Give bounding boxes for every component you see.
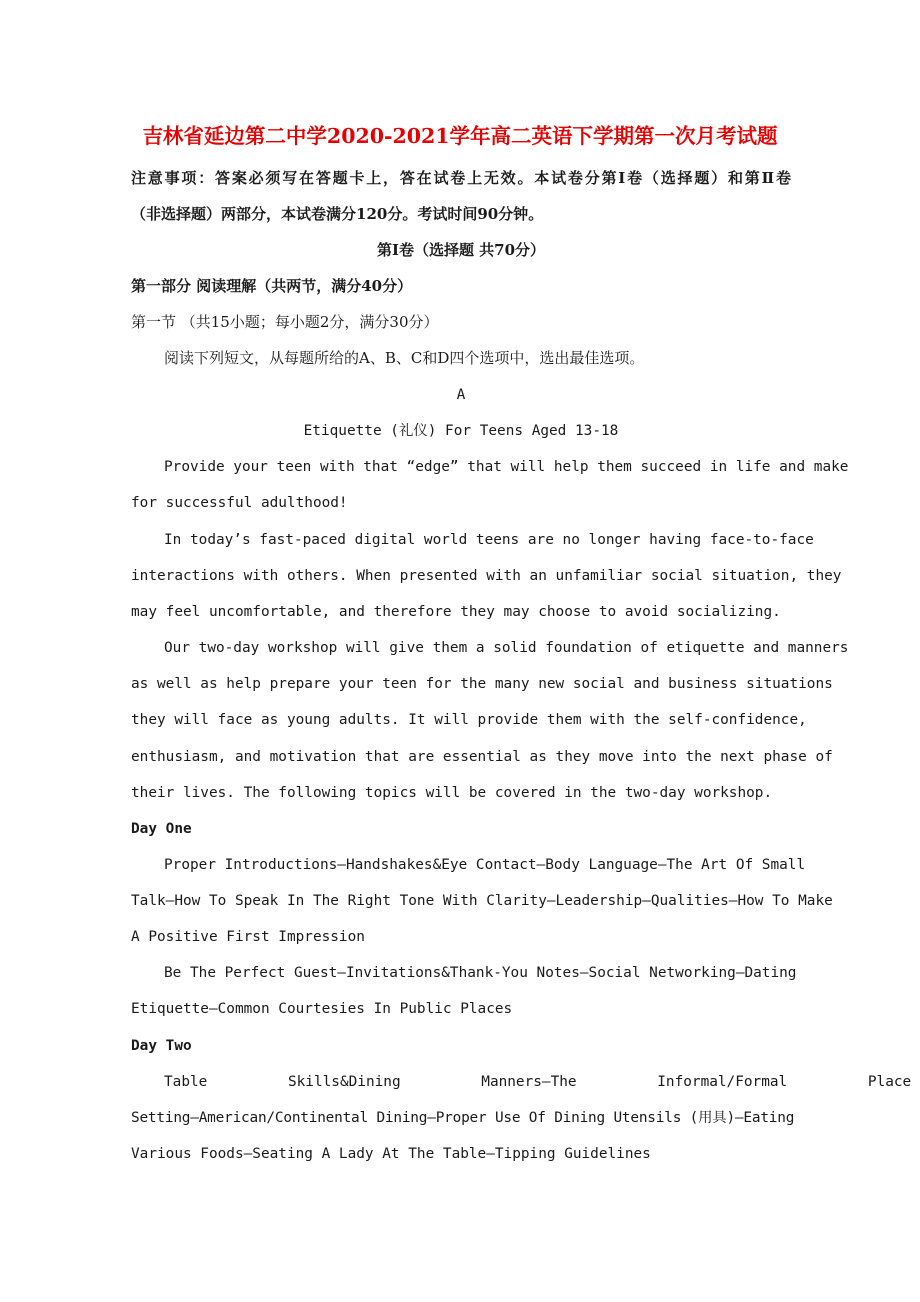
instruction: 阅读下列短文，从每题所给的A、B、C和D四个选项中，选出最佳选项。	[164, 349, 645, 367]
p1-line-1: Provide your teen with that “edge” that will help them succeed in life and make	[164, 459, 849, 475]
p2-line-2: interactions with others. When presented with an unfamiliar social situation, they	[131, 568, 842, 584]
day-one-p1-line-3: A Positive First Impression	[131, 929, 365, 945]
p3-line-5: their lives. The following topics will be covered in the two-day workshop.	[131, 785, 773, 801]
section-heading: 第一节 （共15小题；每小题2分，满分30分）	[131, 313, 439, 331]
passage-label: A	[456, 387, 466, 403]
day-two-label: Day Two	[131, 1038, 192, 1054]
p1-line-2: for successful adulthood!	[131, 495, 348, 511]
volume-heading: 第Ⅰ卷（选择题 共70分）	[376, 241, 546, 259]
day-one-p2-line-2: Etiquette—Common Courtesies In Public Places	[131, 1001, 513, 1017]
day-two-p1-line-2: Setting—American/Continental Dining—Proper Use Of Dining Utensils (用具)—Eating	[131, 1110, 795, 1126]
exam-title: 吉林省延边第二中学2020-2021学年高二英语下学期第一次月考试题	[142, 124, 778, 148]
p2-line-3: may feel uncomfortable, and therefore they may choose to avoid socializing.	[131, 604, 781, 620]
part-heading: 第一部分 阅读理解（共两节，满分40分）	[131, 277, 413, 295]
p2-line-1: In today’s fast-paced digital world teens are no longer having face-to-face	[164, 532, 814, 548]
day-one-label: Day One	[131, 821, 192, 837]
day-two-p1-line-3: Various Foods—Seating A Lady At The Table—Tipping Guidelines	[131, 1146, 651, 1162]
p3-line-1: Our two-day workshop will give them a solid foundation of etiquette and manners	[164, 640, 849, 656]
day-one-p2-line-1: Be The Perfect Guest—Invitations&Thank-You Notes—Social Networking—Dating	[164, 965, 797, 981]
day-two-p1-line-1: Table Skills&Dining Manners—The Informal/Formal Place	[164, 1074, 912, 1090]
day-one-p1-line-2: Talk—How To Speak In The Right Tone With Clarity—Leadership—Qualities—How To Make	[131, 893, 833, 909]
passage-heading: Etiquette (礼仪) For Teens Aged 13-18	[303, 423, 619, 439]
notice-line-2: （非选择题）两部分，本试卷满分120分。考试时间90分钟。	[131, 205, 544, 223]
p3-line-2: as well as help prepare your teen for the many new social and business situations	[131, 676, 833, 692]
p3-line-4: enthusiasm, and motivation that are essential as they move into the next phase of	[131, 749, 833, 765]
notice-line-1: 注意事项：答案必须写在答题卡上，答在试卷上无效。本试卷分第Ⅰ卷（选择题）和第Ⅱ卷	[131, 169, 791, 187]
p3-line-3: they will face as young adults. It will provide them with the self-confidence,	[131, 712, 807, 728]
day-one-p1-line-1: Proper Introductions—Handshakes&Eye Contact—Body Language—The Art Of Small	[164, 857, 806, 873]
